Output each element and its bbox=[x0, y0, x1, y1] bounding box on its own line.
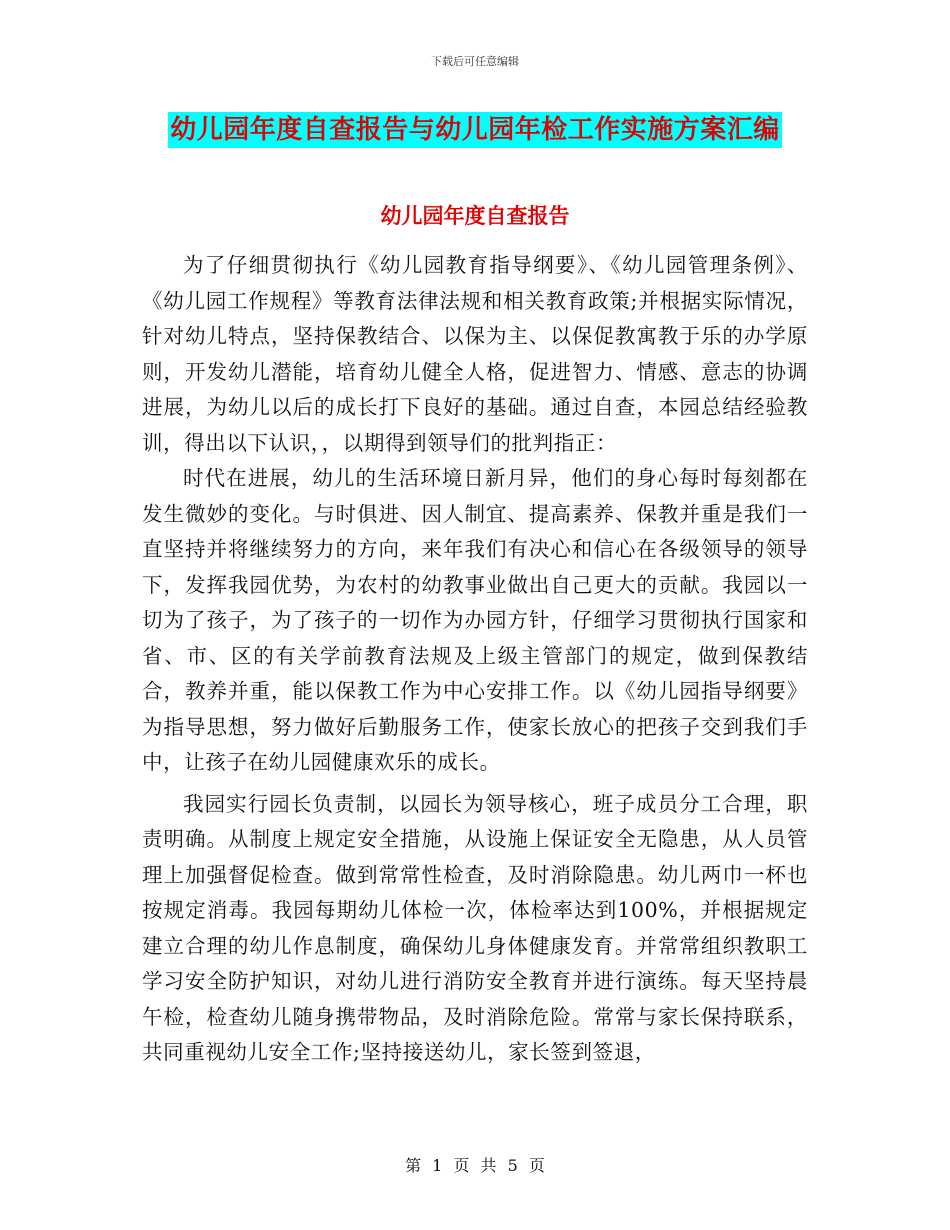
page-footer: 第 1 页 共 5 页 bbox=[405, 1156, 545, 1175]
document-title-wrap bbox=[0, 112, 950, 148]
header-note: 下载后可任意编辑 bbox=[431, 55, 519, 68]
document-body bbox=[142, 248, 808, 1071]
paragraph: 时代在进展，幼儿的生活环境日新月异，他们的身心每时每刻都在发生微妙的变化。与时俱进、因人制宜、提高素养、保教并重是我们一直坚持并将继续努力的方向，来年我们有决心和信心在各级领导的领导下，发挥我园优势，为农村的幼教事业做出自己更大的贡献。我园以一切为了孩子，为了孩子的一切作为办园方针，仔细学习贯彻执行国家和省、市、区的有关学前教育法规及上级主管部门的规定，做到保教结合，教养并重，能以保教工作为中心安排工作。以《幼儿园指导纲要》为指导思想，努力做好后勤服务工作，使家长放心的把孩子交到我们手中，让孩子在幼儿园健康欢乐的成长。 bbox=[142, 466, 808, 774]
section-title: 幼儿园年度自查报告 bbox=[380, 203, 570, 228]
paragraph: 为了仔细贯彻执行《幼儿园教育指导纲要》、《幼儿园管理条例》、《幼儿园工作规程》等教育法律法规和相关教育政策;并根据实际情况，针对幼儿特点，坚持保教结合、以保为主、以保促教寓教于乐的办学原则，开发幼儿潜能，培育幼儿健全人格，促进智力、情感、意志的协调进展，为幼儿以后的成长打下良好的基础。通过自查，本园总结经验教训，得出以下认识，，以期得到领导们的批判指正： bbox=[142, 253, 808, 455]
paragraph: 我园实行园长负责制，以园长为领导核心，班子成员分工合理，职责明确。从制度上规定安全措施，从设施上保证安全无隐患，从人员管理上加强督促检查。做到常常性检查，及时消除隐患。幼儿两巾一杯也按规定消毒。我园每期幼儿体检一次，体检率达到100%，并根据规定建立合理的幼儿作息制度，确保幼儿身体健康发育。并常常组织教职工学习安全防护知识，对幼儿进行消防安全教育并进行演练。每天坚持晨午检，检查幼儿随身携带物品，及时消除危险。常常与家长保持联系，共同重视幼儿安全工作;坚持接送幼儿，家长签到签退， bbox=[142, 791, 808, 1064]
document-title: 幼儿园年度自查报告与幼儿园年检工作实施方案汇编 bbox=[168, 112, 782, 148]
